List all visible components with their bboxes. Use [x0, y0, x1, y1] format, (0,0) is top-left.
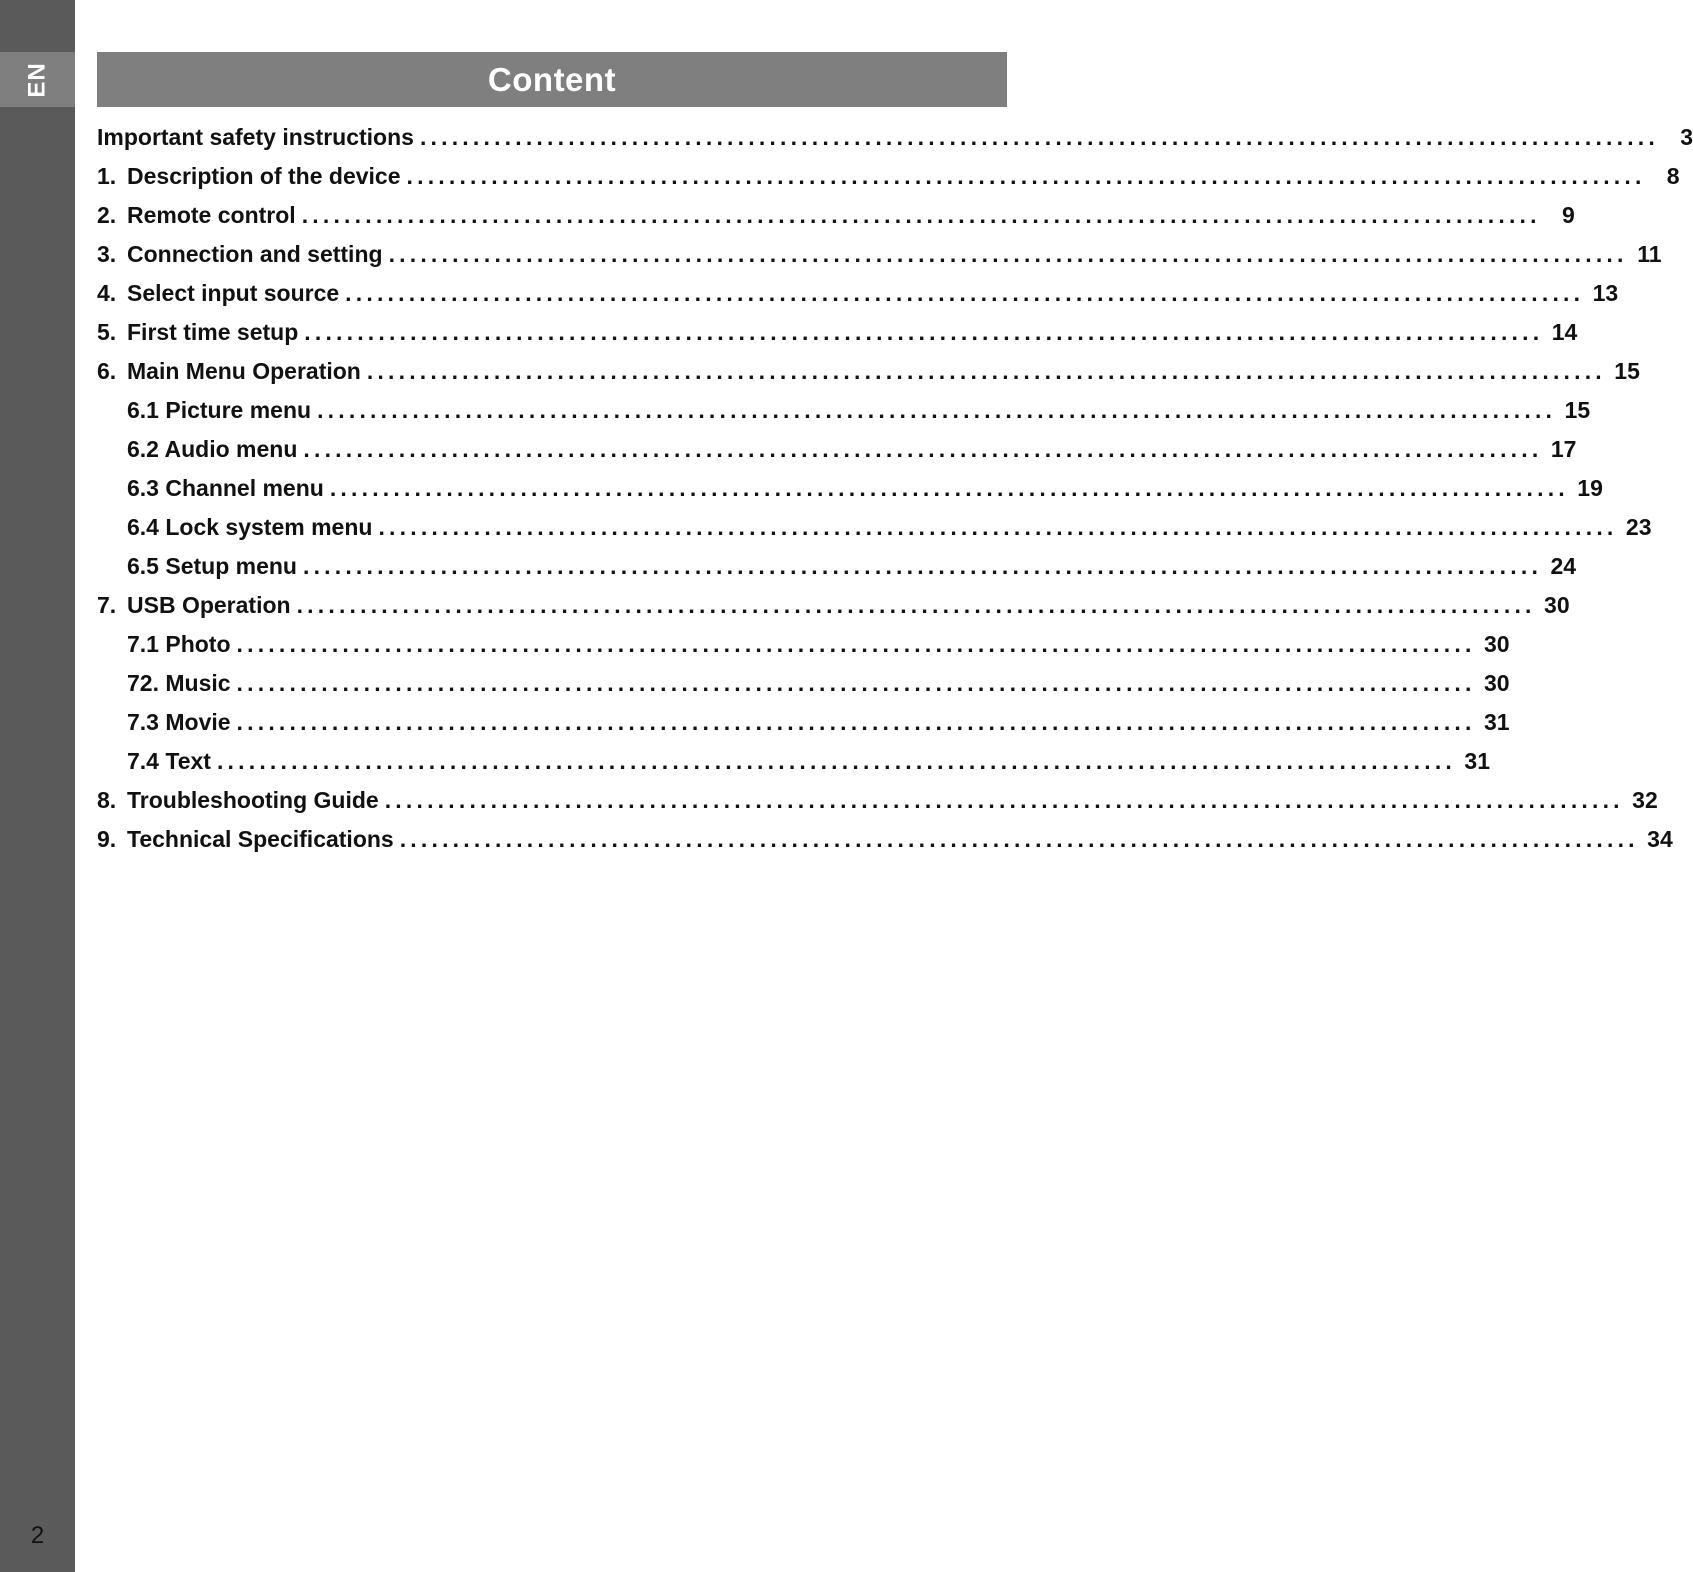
toc-entry-label: 6.5 Setup menu [127, 553, 297, 579]
toc-entry-number: 4. [97, 280, 117, 306]
toc-entry-page: 9 [1561, 202, 1575, 228]
toc-entry-page: 24 [1550, 553, 1577, 579]
toc-entry-label: 6.1 Picture menu [127, 397, 312, 423]
toc-entry-page: 34 [1647, 826, 1673, 852]
toc-entry-label: 6.4 Lock system menu [127, 514, 373, 540]
toc-entry-label: Important safety instructions [97, 124, 414, 150]
toc-subentry[interactable] [97, 430, 1577, 469]
toc-leader-dots: ..................................................................................................................... [236, 670, 1476, 696]
toc-entry[interactable] [97, 820, 1673, 859]
toc-entry-number: 5. [97, 319, 117, 345]
toc-entry-label: Select input source [127, 280, 340, 306]
toc-entry-page: 23 [1625, 514, 1652, 540]
toc-entry[interactable] [97, 586, 1570, 625]
toc-entry-page: 15 [1614, 358, 1640, 384]
toc-entry-number: 7. [97, 592, 117, 618]
toc-subentry[interactable] [97, 547, 1577, 586]
toc-entry-page: 11 [1637, 241, 1662, 267]
toc-subentry[interactable] [97, 703, 1510, 742]
toc-subentry[interactable] [97, 664, 1510, 703]
toc-entry-page: 19 [1577, 475, 1603, 501]
toc-entry[interactable] [97, 118, 1693, 157]
toc-entry-page: 30 [1544, 592, 1570, 618]
toc-leader-dots: ..................................................................................................................... [303, 436, 1543, 462]
toc-entry-number: 3. [97, 241, 117, 267]
toc-leader-dots: ..................................................................................................................... [345, 280, 1585, 306]
toc-entry-page: 32 [1632, 787, 1658, 813]
toc-entry-page: 8 [1666, 163, 1680, 189]
toc-subentry[interactable] [97, 508, 1652, 547]
toc-entry-number: 9. [97, 826, 117, 852]
toc-leader-dots: ..................................................................................................................... [388, 241, 1628, 267]
toc-entry-label: Remote control [127, 202, 296, 228]
toc-entry-label: 72. Music [127, 670, 231, 696]
toc-entry-page: 13 [1592, 280, 1619, 306]
page-number: 2 [30, 1522, 45, 1549]
toc-entry[interactable] [97, 274, 1619, 313]
toc-entry[interactable] [97, 157, 1680, 196]
toc-entry-number: 1. [97, 163, 117, 189]
toc-entry-label: USB Operation [127, 592, 291, 618]
toc-entry-label: First time setup [127, 319, 299, 345]
toc-entry[interactable] [97, 196, 1575, 235]
toc-leader-dots: ..................................................................................................................... [384, 787, 1624, 813]
toc-entry-label: Description of the device [127, 163, 401, 189]
toc-subentry[interactable] [97, 742, 1490, 781]
title-bar [97, 52, 1007, 107]
toc-leader-dots: ..................................................................................................................... [301, 202, 1541, 228]
toc-entry[interactable] [97, 313, 1578, 352]
toc-entry-label: Connection and setting [127, 241, 383, 267]
toc-entry-label: Technical Specifications [127, 826, 394, 852]
toc-entry-page: 15 [1564, 397, 1591, 423]
toc-leader-dots: ..................................................................................................................... [296, 592, 1536, 618]
toc-entry-label: 7.4 Text [127, 748, 211, 774]
toc-entry-page: 31 [1484, 709, 1510, 735]
toc-leader-dots: ..................................................................................................................... [304, 319, 1544, 345]
toc-entry-number: 8. [97, 787, 117, 813]
side-bar [0, 0, 75, 1572]
toc-entry-label: 7.1 Photo [127, 631, 231, 657]
toc-entry-label: Troubleshooting Guide [127, 787, 379, 813]
language-tab [0, 52, 75, 107]
toc-entry-label: 6.3 Channel menu [127, 475, 324, 501]
toc-entry-page: 17 [1550, 436, 1577, 462]
toc-entry-page: 30 [1483, 631, 1510, 657]
toc-leader-dots: ..................................................................................................................... [302, 553, 1543, 579]
toc-entry[interactable] [97, 352, 1640, 391]
toc-entry-page: 31 [1464, 748, 1490, 774]
toc-subentry[interactable] [97, 625, 1510, 664]
toc-leader-dots: ..................................................................................................................... [399, 826, 1639, 852]
toc-entry-page: 30 [1484, 670, 1510, 696]
toc-entry-label: 6.2 Audio menu [127, 436, 298, 462]
toc-entry-number: 6. [97, 358, 117, 384]
language-label: EN [23, 61, 51, 98]
toc-entry-number: 2. [97, 202, 117, 228]
toc-subentry[interactable] [97, 391, 1591, 430]
toc-entry-label: Main Menu Operation [127, 358, 361, 384]
page-title: Content [487, 60, 617, 98]
toc-leader-dots: ..................................................................................................................... [317, 397, 1557, 423]
table-of-contents [97, 118, 1693, 859]
toc-entry[interactable] [97, 235, 1662, 274]
toc-leader-dots: ..................................................................................................................... [216, 748, 1456, 774]
toc-leader-dots: ..................................................................................................................... [236, 631, 1476, 657]
toc-leader-dots: ..................................................................................................................... [329, 475, 1569, 501]
toc-subentry[interactable] [97, 469, 1603, 508]
toc-leader-dots: ..................................................................................................................... [236, 709, 1476, 735]
toc-leader-dots: ..................................................................................................................... [406, 163, 1646, 189]
toc-entry[interactable] [97, 781, 1658, 820]
toc-entry-page: 3 [1680, 124, 1693, 150]
toc-entry-label: 7.3 Movie [127, 709, 231, 735]
toc-leader-dots: ..................................................................................................................... [378, 514, 1618, 540]
toc-leader-dots: ..................................................................................................................... [419, 124, 1659, 150]
toc-entry-page: 14 [1551, 319, 1578, 345]
toc-leader-dots: ..................................................................................................................... [366, 358, 1606, 384]
